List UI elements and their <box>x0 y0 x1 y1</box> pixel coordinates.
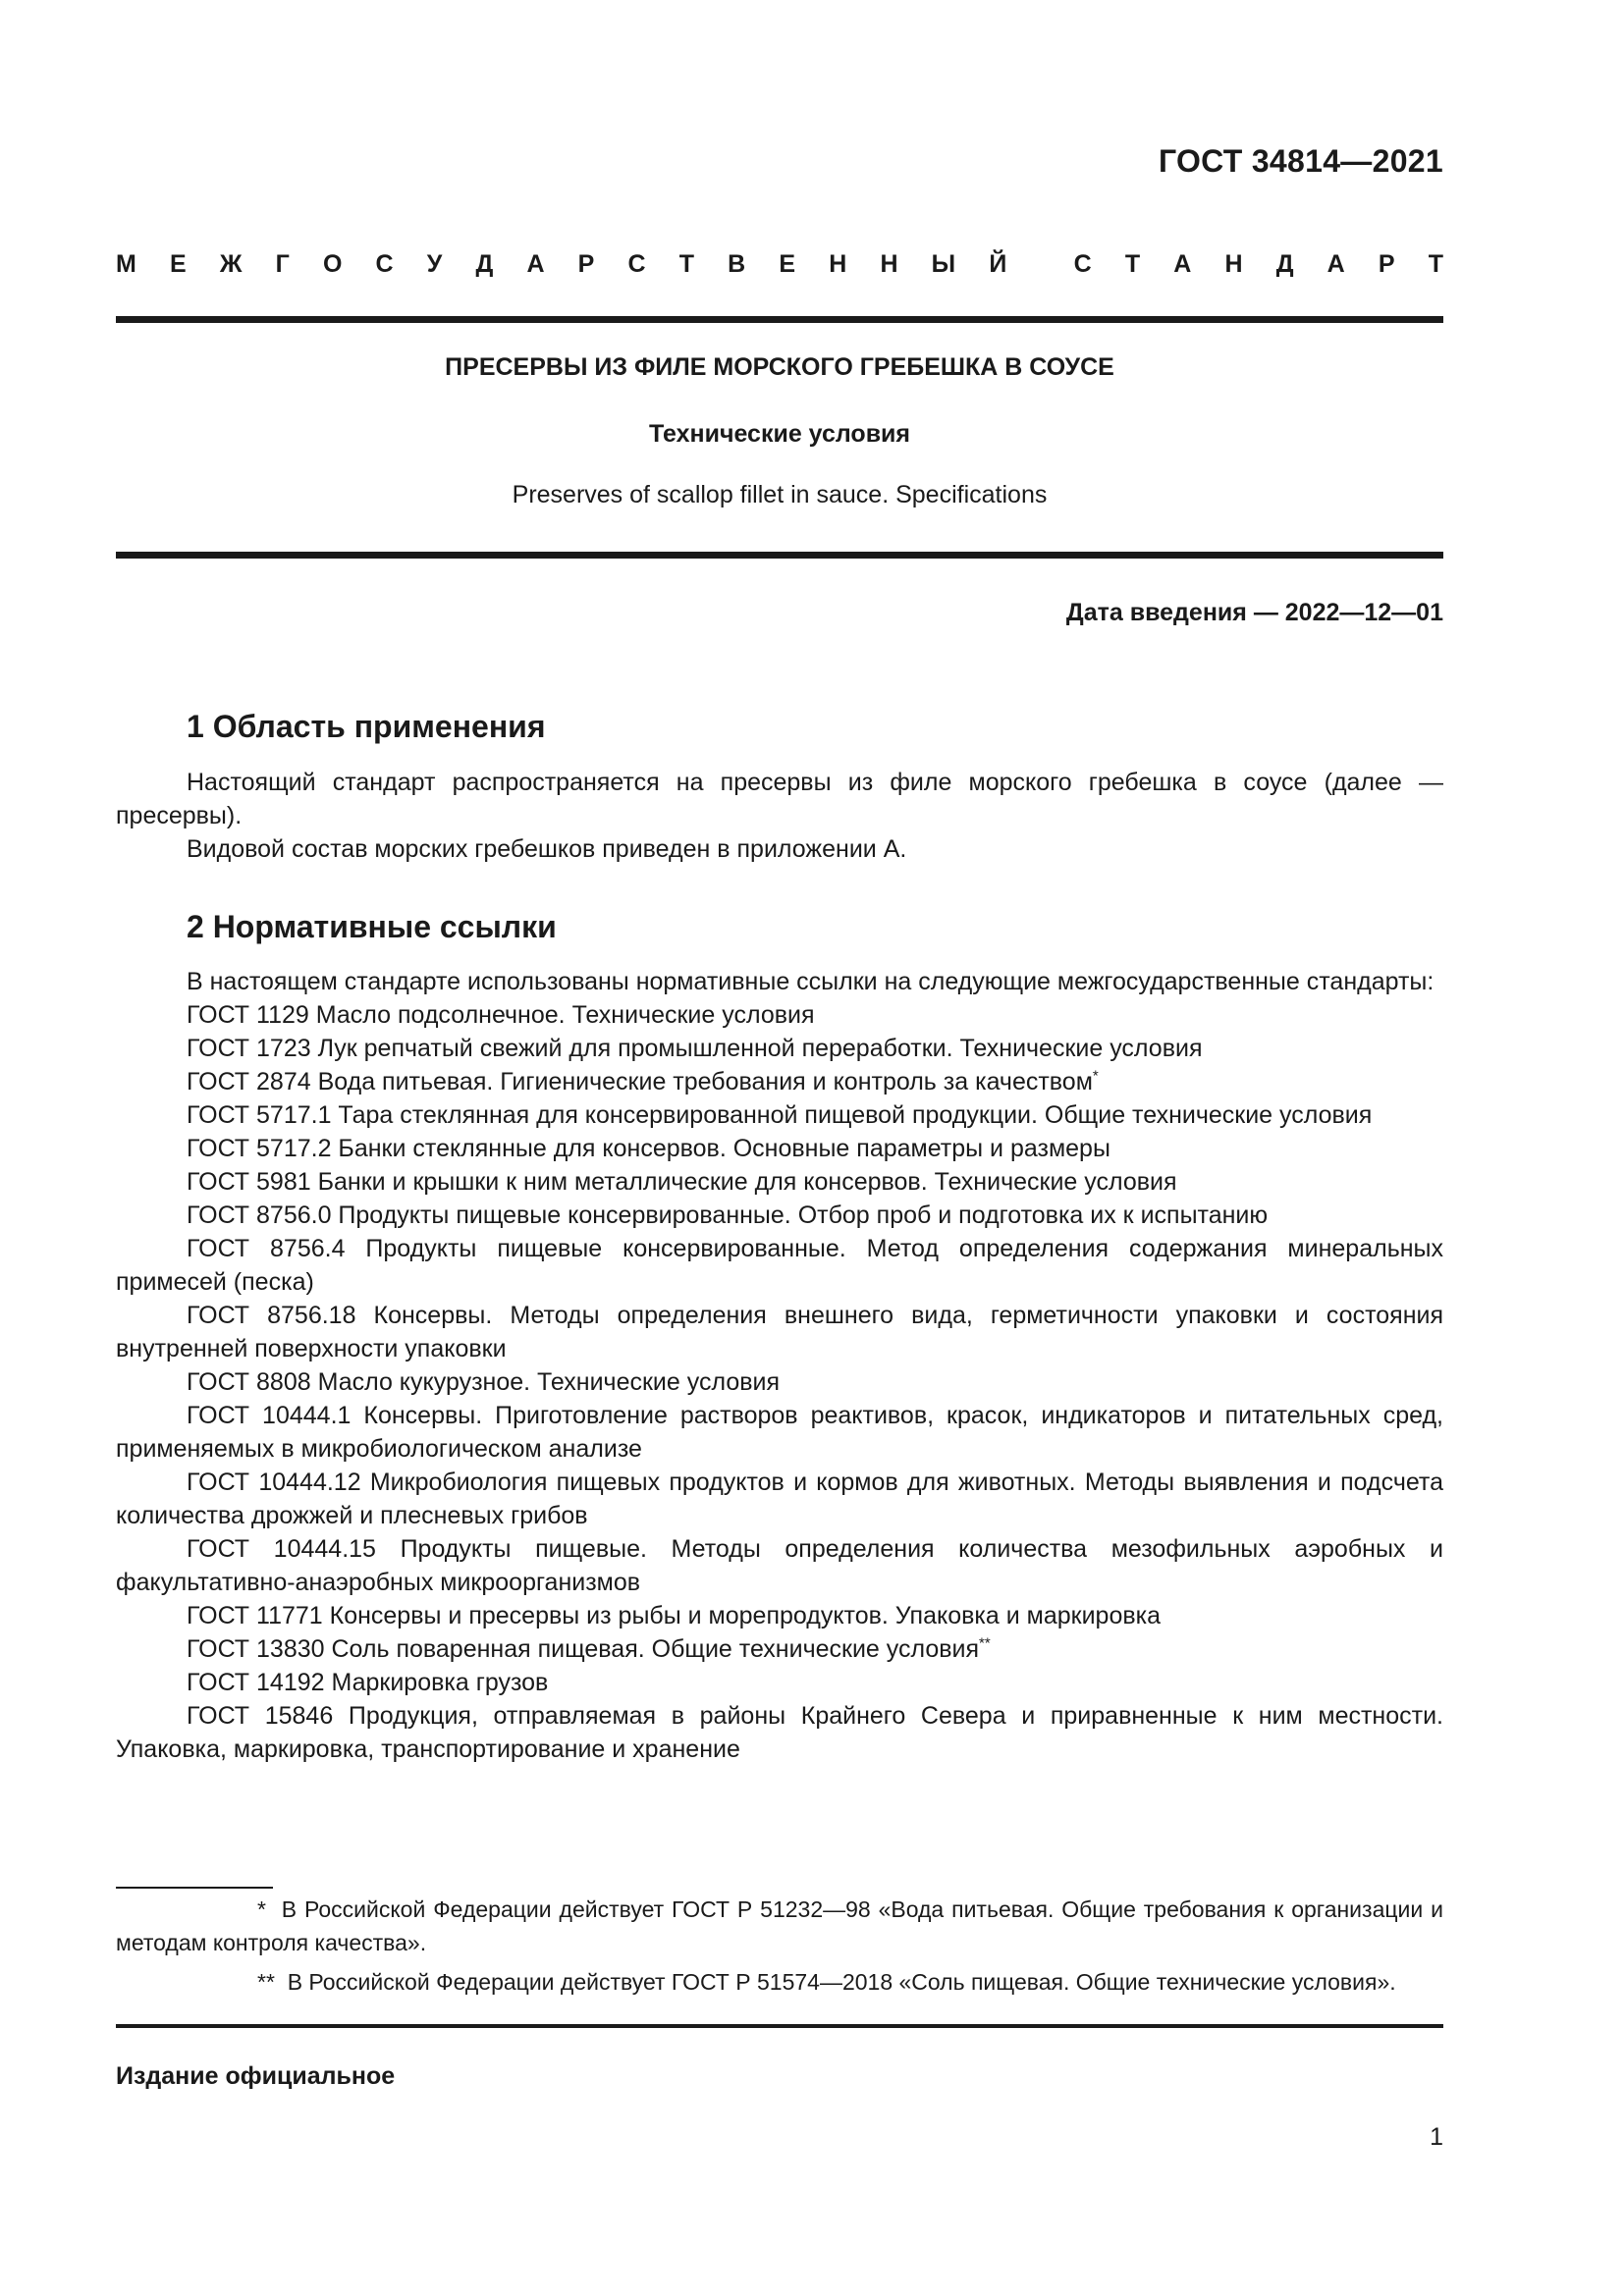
section-1-body <box>116 766 1443 866</box>
reference-item: ГОСТ 14192 Маркировка грузов <box>187 1669 549 1696</box>
reference-item: ГОСТ 8756.18 Консервы. Методы определения внешнего вида, герметичности упаковки и состояния внутренней поверхности упаковки <box>116 1302 1443 1362</box>
reference-item: ГОСТ 10444.1 Консервы. Приготовление растворов реактивов, красок, индикаторов и питательных сред, применяемых в микробиологическом анализе <box>116 1402 1443 1463</box>
paragraph: В настоящем стандарте использованы нормативные ссылки на следующие межгосударственные стандарты: <box>187 968 1435 995</box>
paragraph: Настоящий стандарт распространяется на пресервы из филе морского гребешка в соусе (далее — пресервы). <box>116 769 1443 829</box>
title-rule <box>116 552 1443 559</box>
reference-item: ГОСТ 2874 Вода питьевая. Гигиенические требования и контроль за качеством* <box>187 1067 1099 1095</box>
page-number: 1 <box>1430 2123 1443 2151</box>
edition-label: Издание официальное <box>116 2062 396 2090</box>
reference-item: ГОСТ 5717.2 Банки стеклянные для консервов. Основные параметры и размеры <box>187 1135 1110 1162</box>
doc-title-english: Preserves of scallop fillet in sauce. Specifications <box>512 481 1048 508</box>
footnotes <box>116 1893 1443 1999</box>
introduction-date: Дата введения — 2022—12—01 <box>1065 599 1443 626</box>
reference-item: ГОСТ 1129 Масло подсолнечное. Технические условия <box>187 1001 815 1029</box>
reference-item: ГОСТ 8808 Масло кукурузное. Технические условия <box>187 1368 781 1396</box>
footer-rule <box>116 2024 1443 2028</box>
paragraph: Видовой состав морских гребешков приведен в приложении А. <box>187 835 907 863</box>
reference-item: ГОСТ 10444.12 Микробиология пищевых продуктов и кормов для животных. Методы выявления и подсчета количества дрожжей и плесневых грибов <box>116 1468 1443 1529</box>
footnote-separator <box>116 1887 273 1889</box>
reference-item: ГОСТ 15846 Продукция, отправляемая в районы Крайнего Севера и приравненные к ним местности. Упаковка, маркировка, транспортирование и хранение <box>116 1702 1443 1763</box>
standard-type-heading: М Е Ж Г О С У Д А Р С Т В Е Н Н Ы Й С Т А Н Д А Р Т <box>116 250 1443 278</box>
doc-title: ПРЕСЕРВЫ ИЗ ФИЛЕ МОРСКОГО ГРЕБЕШКА В СОУСЕ <box>445 353 1114 381</box>
reference-item: ГОСТ 8756.0 Продукты пищевые консервированные. Отбор проб и подготовка их к испытанию <box>187 1201 1269 1229</box>
section-1-heading: 1 Область применения <box>187 709 546 744</box>
reference-item: ГОСТ 5717.1 Тара стеклянная для консервированной пищевой продукции. Общие технические условия <box>187 1101 1373 1129</box>
reference-item: ГОСТ 8756.4 Продукты пищевые консервированные. Метод определения содержания минеральных примесей (песка) <box>116 1235 1443 1296</box>
reference-item: ГОСТ 13830 Соль поваренная пищевая. Общие технические условия** <box>187 1634 991 1663</box>
reference-item: ГОСТ 11771 Консервы и пресервы из рыбы и морепродуктов. Упаковка и маркировка <box>187 1602 1162 1629</box>
reference-item: ГОСТ 10444.15 Продукты пищевые. Методы определения количества мезофильных аэробных и факультативно-анаэробных микроорганизмов <box>116 1535 1443 1596</box>
section-2-heading: 2 Нормативные ссылки <box>187 909 557 944</box>
footnote: * В Российской Федерации действует ГОСТ Р 51232—98 «Вода питьевая. Общие требования к организации и методам контроля качества». <box>116 1896 1443 1955</box>
footnote: ** В Российской Федерации действует ГОСТ Р 51574—2018 «Соль пищевая. Общие технические условия». <box>257 1969 1396 1995</box>
header-rule <box>116 316 1443 323</box>
doc-subtitle: Технические условия <box>648 420 911 448</box>
reference-item: ГОСТ 1723 Лук репчатый свежий для промышленной переработки. Технические условия <box>187 1035 1203 1062</box>
doc-number: ГОСТ 34814—2021 <box>1158 143 1443 179</box>
reference-item: ГОСТ 5981 Банки и крышки к ним металлические для консервов. Технические условия <box>187 1168 1177 1196</box>
section-2-body <box>116 965 1443 1766</box>
